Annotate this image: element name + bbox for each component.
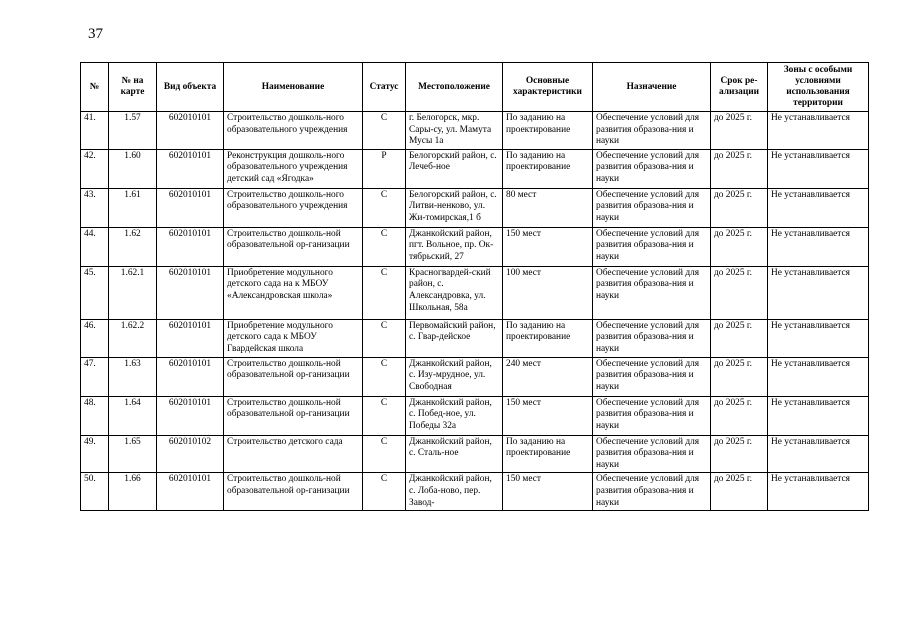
header-num: № [81,63,109,112]
cell-zones: Не устанавливается [768,188,869,227]
cell-object-type: 602010102 [157,435,224,473]
table-row [81,357,869,396]
cell-num: 42. [81,149,109,188]
cell-location: г. Белогорск, мкр. Сары-су, ул. Мамута Мусы 1а [406,112,503,150]
cell-term: до 2025 г. [711,227,768,266]
cell-name: Строительство дошколь-ной образовательной ор-ганизации [224,357,363,396]
cell-term: до 2025 г. [711,319,768,357]
cell-name: Строительство дошколь-ной образовательной ор-ганизации [224,227,363,266]
cell-num: 44. [81,227,109,266]
cell-characteristics: По заданию на проектирование [503,319,593,357]
cell-characteristics: 150 мест [503,473,593,511]
cell-map-num: 1.60 [109,149,157,188]
cell-zones: Не устанавливается [768,266,869,319]
cell-object-type: 602010101 [157,227,224,266]
table-row [81,149,869,188]
header-object-type: Вид объекта [157,63,224,112]
cell-characteristics: 100 мест [503,266,593,319]
cell-purpose: Обеспечение условий для развития образова-ния и науки [593,357,711,396]
cell-purpose: Обеспечение условий для развития образова-ния и науки [593,227,711,266]
cell-location: Первомайский район, с. Гвар-дейское [406,319,503,357]
cell-location: Белогорский район, с. Литви-ненково, ул. Жи-томирская,1 б [406,188,503,227]
cell-status: С [363,112,406,150]
cell-map-num: 1.63 [109,357,157,396]
page-number: 37 [88,26,103,42]
cell-purpose: Обеспечение условий для развития образова-ния и науки [593,266,711,319]
cell-name: Приобретение модульного детского сада к МБОУ Гвардейская школа [224,319,363,357]
cell-purpose: Обеспечение условий для развития образова-ния и науки [593,112,711,150]
cell-map-num: 1.61 [109,188,157,227]
cell-name: Приобретение модульного детского сада на к МБОУ «Александровская школа» [224,266,363,319]
cell-status: С [363,396,406,435]
cell-name: Строительство дошколь-ной образовательной ор-ганизации [224,473,363,511]
cell-zones: Не устанавливается [768,473,869,511]
cell-location: Джанкойский район, с. Побед-ное, ул. Победы 32а [406,396,503,435]
cell-name: Строительство дошколь-ной образовательной ор-ганизации [224,396,363,435]
cell-num: 41. [81,112,109,150]
cell-object-type: 602010101 [157,149,224,188]
header-zones: Зоны с особыми условиями использования территории [768,63,869,112]
cell-location: Джанкойский район, с. Сталь-ное [406,435,503,473]
cell-zones: Не устанавливается [768,112,869,150]
cell-characteristics: 150 мест [503,396,593,435]
table-row [81,435,869,473]
cell-term: до 2025 г. [711,435,768,473]
cell-status: С [363,473,406,511]
cell-location: Красногвардей-ский район, с. Александровка, ул. Школьная, 58а [406,266,503,319]
cell-object-type: 602010101 [157,188,224,227]
cell-purpose: Обеспечение условий для развития образова-ния и науки [593,319,711,357]
cell-term: до 2025 г. [711,396,768,435]
cell-num: 50. [81,473,109,511]
cell-object-type: 602010101 [157,319,224,357]
cell-zones: Не устанавливается [768,319,869,357]
cell-characteristics: 80 мест [503,188,593,227]
cell-characteristics: 240 мест [503,357,593,396]
cell-term: до 2025 г. [711,112,768,150]
cell-term: до 2025 г. [711,357,768,396]
cell-term: до 2025 г. [711,188,768,227]
cell-map-num: 1.62.1 [109,266,157,319]
cell-name: Строительство детского сада [224,435,363,473]
header-characteristics: Основные характеристики [503,63,593,112]
cell-status: С [363,319,406,357]
cell-purpose: Обеспечение условий для развития образова-ния и науки [593,473,711,511]
cell-name: Реконструкция дошколь-ного образовательного учреждения детский сад «Ягодка» [224,149,363,188]
table-row [81,266,869,319]
cell-name: Строительство дошколь-ного образовательного учреждения [224,112,363,150]
cell-zones: Не устанавливается [768,435,869,473]
cell-zones: Не устанавливается [768,357,869,396]
cell-num: 48. [81,396,109,435]
cell-location: Белогорский район, с. Лечеб-ное [406,149,503,188]
cell-object-type: 602010101 [157,473,224,511]
table-row [81,112,869,150]
header-row [81,63,869,112]
table-row [81,396,869,435]
cell-characteristics: По заданию на проектирование [503,435,593,473]
cell-status: С [363,357,406,396]
table-row [81,473,869,511]
header-location: Местоположение [406,63,503,112]
cell-num: 45. [81,266,109,319]
cell-num: 47. [81,357,109,396]
cell-location: Джанкойский район, пгт. Вольное, пр. Ок-тябрьский, 27 [406,227,503,266]
cell-purpose: Обеспечение условий для развития образова-ния и науки [593,149,711,188]
cell-characteristics: По заданию на проектирование [503,149,593,188]
cell-status: Р [363,149,406,188]
header-purpose: Назначение [593,63,711,112]
cell-map-num: 1.62 [109,227,157,266]
cell-num: 46. [81,319,109,357]
header-map-num: № на карте [109,63,157,112]
cell-map-num: 1.64 [109,396,157,435]
cell-characteristics: По заданию на проектирование [503,112,593,150]
cell-purpose: Обеспечение условий для развития образова-ния и науки [593,188,711,227]
cell-characteristics: 150 мест [503,227,593,266]
table-row [81,188,869,227]
cell-map-num: 1.66 [109,473,157,511]
cell-location: Джанкойский район, с. Лоба-ново, пер. Завод- [406,473,503,511]
cell-term: до 2025 г. [711,266,768,319]
header-status: Статус [363,63,406,112]
cell-zones: Не устанавливается [768,396,869,435]
cell-location: Джанкойский район, с. Изу-мрудное, ул. Свободная [406,357,503,396]
cell-object-type: 602010101 [157,357,224,396]
objects-table [80,62,869,511]
table-row [81,319,869,357]
cell-status: С [363,227,406,266]
cell-status: С [363,188,406,227]
table-row [81,227,869,266]
cell-term: до 2025 г. [711,473,768,511]
cell-name: Строительство дошколь-ного образовательного учреждения [224,188,363,227]
cell-status: С [363,266,406,319]
header-name: Наименование [224,63,363,112]
header-term: Срок ре-ализации [711,63,768,112]
cell-object-type: 602010101 [157,112,224,150]
cell-map-num: 1.65 [109,435,157,473]
cell-zones: Не устанавливается [768,227,869,266]
cell-num: 49. [81,435,109,473]
cell-zones: Не устанавливается [768,149,869,188]
cell-num: 43. [81,188,109,227]
cell-status: С [363,435,406,473]
cell-object-type: 602010101 [157,396,224,435]
cell-term: до 2025 г. [711,149,768,188]
cell-purpose: Обеспечение условий для развития образова-ния и науки [593,396,711,435]
cell-purpose: Обеспечение условий для развития образова-ния и науки [593,435,711,473]
cell-map-num: 1.57 [109,112,157,150]
cell-map-num: 1.62.2 [109,319,157,357]
cell-object-type: 602010101 [157,266,224,319]
